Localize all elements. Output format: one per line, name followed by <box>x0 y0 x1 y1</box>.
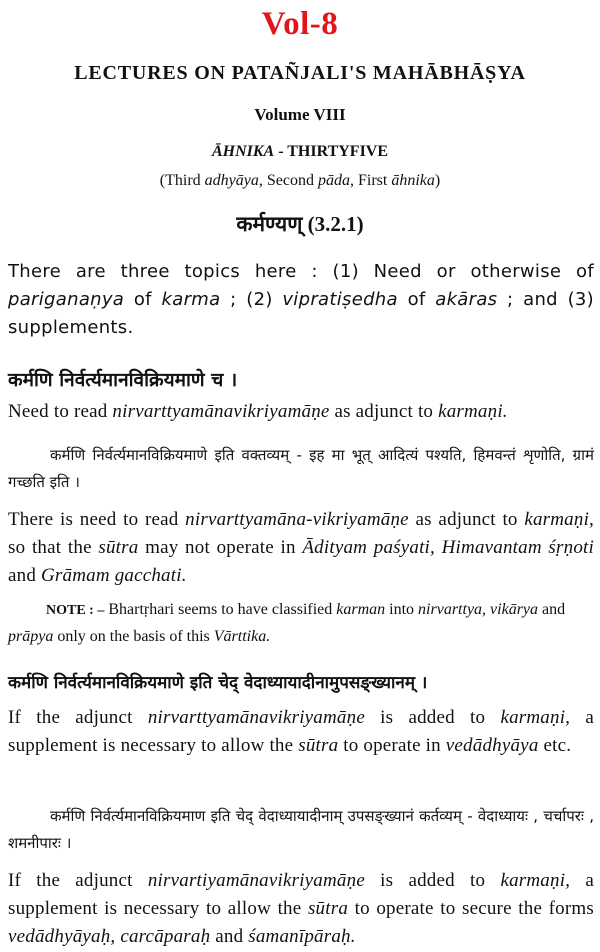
ahnika-number: - THIRTYFIVE <box>274 143 389 160</box>
vartika-1-sanskrit: कर्मणि निर्वर्त्यमानविक्रियमाणे च । <box>8 369 238 391</box>
text-run: may not operate in <box>138 537 303 558</box>
term: karman <box>336 601 386 618</box>
text-run: ; (2) <box>220 289 283 310</box>
term: karmaṇi, <box>524 509 595 530</box>
volume-number: Volume VIII <box>254 105 346 124</box>
term: śamanīpāraḥ. <box>248 926 356 947</box>
subheading-text: (Third <box>159 172 205 189</box>
subheading-term: adhyāya <box>204 172 259 189</box>
term: karmaṇi, <box>500 707 571 728</box>
text-run: to operate in <box>338 735 446 756</box>
text-run: is added to <box>364 707 501 728</box>
ahnika-heading <box>0 143 600 161</box>
term: prāpya <box>8 628 54 645</box>
term: vedādhyāyaḥ, carcāparaḥ <box>8 926 211 947</box>
term: vipratiṣedha <box>282 289 398 310</box>
text-run: If the adjunct <box>8 870 148 891</box>
text-run: as adjunct to <box>329 401 439 422</box>
term: pariganaṇya <box>8 289 125 310</box>
sutra-heading: कर्मण्यण् (3.2.1) <box>236 212 364 236</box>
term: nirvartiyamānavikriyamāṇe <box>147 870 365 891</box>
vartika-1-explanation <box>8 506 594 590</box>
text-run: Bhartṛhari seems to have classified <box>104 601 337 618</box>
text-run: only on the basis of this <box>53 628 214 645</box>
text-run: Need to read <box>8 401 113 422</box>
ahnika-word: ĀHNIKA <box>211 143 275 160</box>
term: nirvarttya, vikārya <box>418 601 539 618</box>
text-run: into <box>385 601 419 618</box>
subheading-text: , First <box>349 172 392 189</box>
text-run: of <box>124 289 162 310</box>
text-run: a supplement is necessary to allow the <box>8 707 594 756</box>
series-title: LECTURES ON PATAÑJALI'S MAHĀBHĀṢYA <box>74 62 526 84</box>
subheading-text: , Second <box>258 172 318 189</box>
text-run: There is need to read <box>8 509 186 530</box>
term: Grāmam gacchati. <box>40 565 187 586</box>
text-run: If the adjunct <box>8 707 148 728</box>
vartika-2-explanation <box>8 867 594 951</box>
term: sūtra <box>307 898 349 919</box>
text-run: and <box>538 601 566 618</box>
term: Vārttika. <box>213 628 271 645</box>
term: sūtra <box>298 735 339 756</box>
intro-paragraph <box>8 258 594 342</box>
text-run: is added to <box>364 870 501 891</box>
term: karma <box>161 289 221 310</box>
vartika-2-translation <box>8 704 594 760</box>
vartika-2-bhashya-quote: कर्मणि निर्वर्त्यमानविक्रियमाण इति चेद् वेदाध्यायादीनाम् उपसङ्ख्यानं कर्तव्यम् - वेदाध्यायः , चर्चापरः , शमनीपारः । <box>8 807 594 852</box>
term: nirvarttyamānavikriyamāṇe <box>147 707 365 728</box>
vartika-2-sanskrit: कर्मणि निर्वर्त्यमानविक्रियमाणे इति चेद् वेदाध्यायादीनामुपसङ्ख्यानम् । <box>8 673 428 693</box>
term: nirvarttyamāna-vikriyamāṇe <box>185 509 409 530</box>
volume-label: Vol-8 <box>261 6 339 42</box>
term: akāras <box>435 289 498 310</box>
text-run: There are three topics here : (1) Need or otherwise of <box>8 261 594 282</box>
note-label: NOTE : – <box>46 603 105 618</box>
text-run: of <box>397 289 436 310</box>
term: karmaṇi. <box>438 401 508 422</box>
term: nirvarttyamānavikriyamāṇe <box>112 401 330 422</box>
term: vedādhyāya <box>445 735 539 756</box>
term: Ādityam paśyati, Himavantam śṛṇoti <box>302 537 594 558</box>
ahnika-subheading <box>0 172 600 190</box>
subheading-text: ) <box>434 172 441 189</box>
text-run: to operate to secure the forms <box>348 898 594 919</box>
term: karmaṇi, <box>500 870 571 891</box>
term: sūtra <box>98 537 139 558</box>
vartika-1-translation <box>8 398 594 426</box>
text-run: etc. <box>538 735 572 756</box>
vartika-1-bhashya-quote: कर्मणि निर्वर्त्यमानविक्रियमाणे इति वक्तव्यम् - इह मा भूत् आदित्यं पश्यति, हिमवन्तं शृणोति, ग्रामं गच्छति इति । <box>8 446 594 491</box>
subheading-term: pāda <box>317 172 350 189</box>
text-run: and <box>210 926 249 947</box>
subheading-term: āhnika <box>391 172 435 189</box>
text-run: as adjunct to <box>408 509 525 530</box>
note-paragraph <box>8 597 594 650</box>
text-run: and <box>8 565 41 586</box>
text-run: ; and (3) supplements. <box>8 289 594 338</box>
text-run: so that the <box>8 537 99 558</box>
text-run: a supplement is necessary to allow the <box>8 870 594 919</box>
